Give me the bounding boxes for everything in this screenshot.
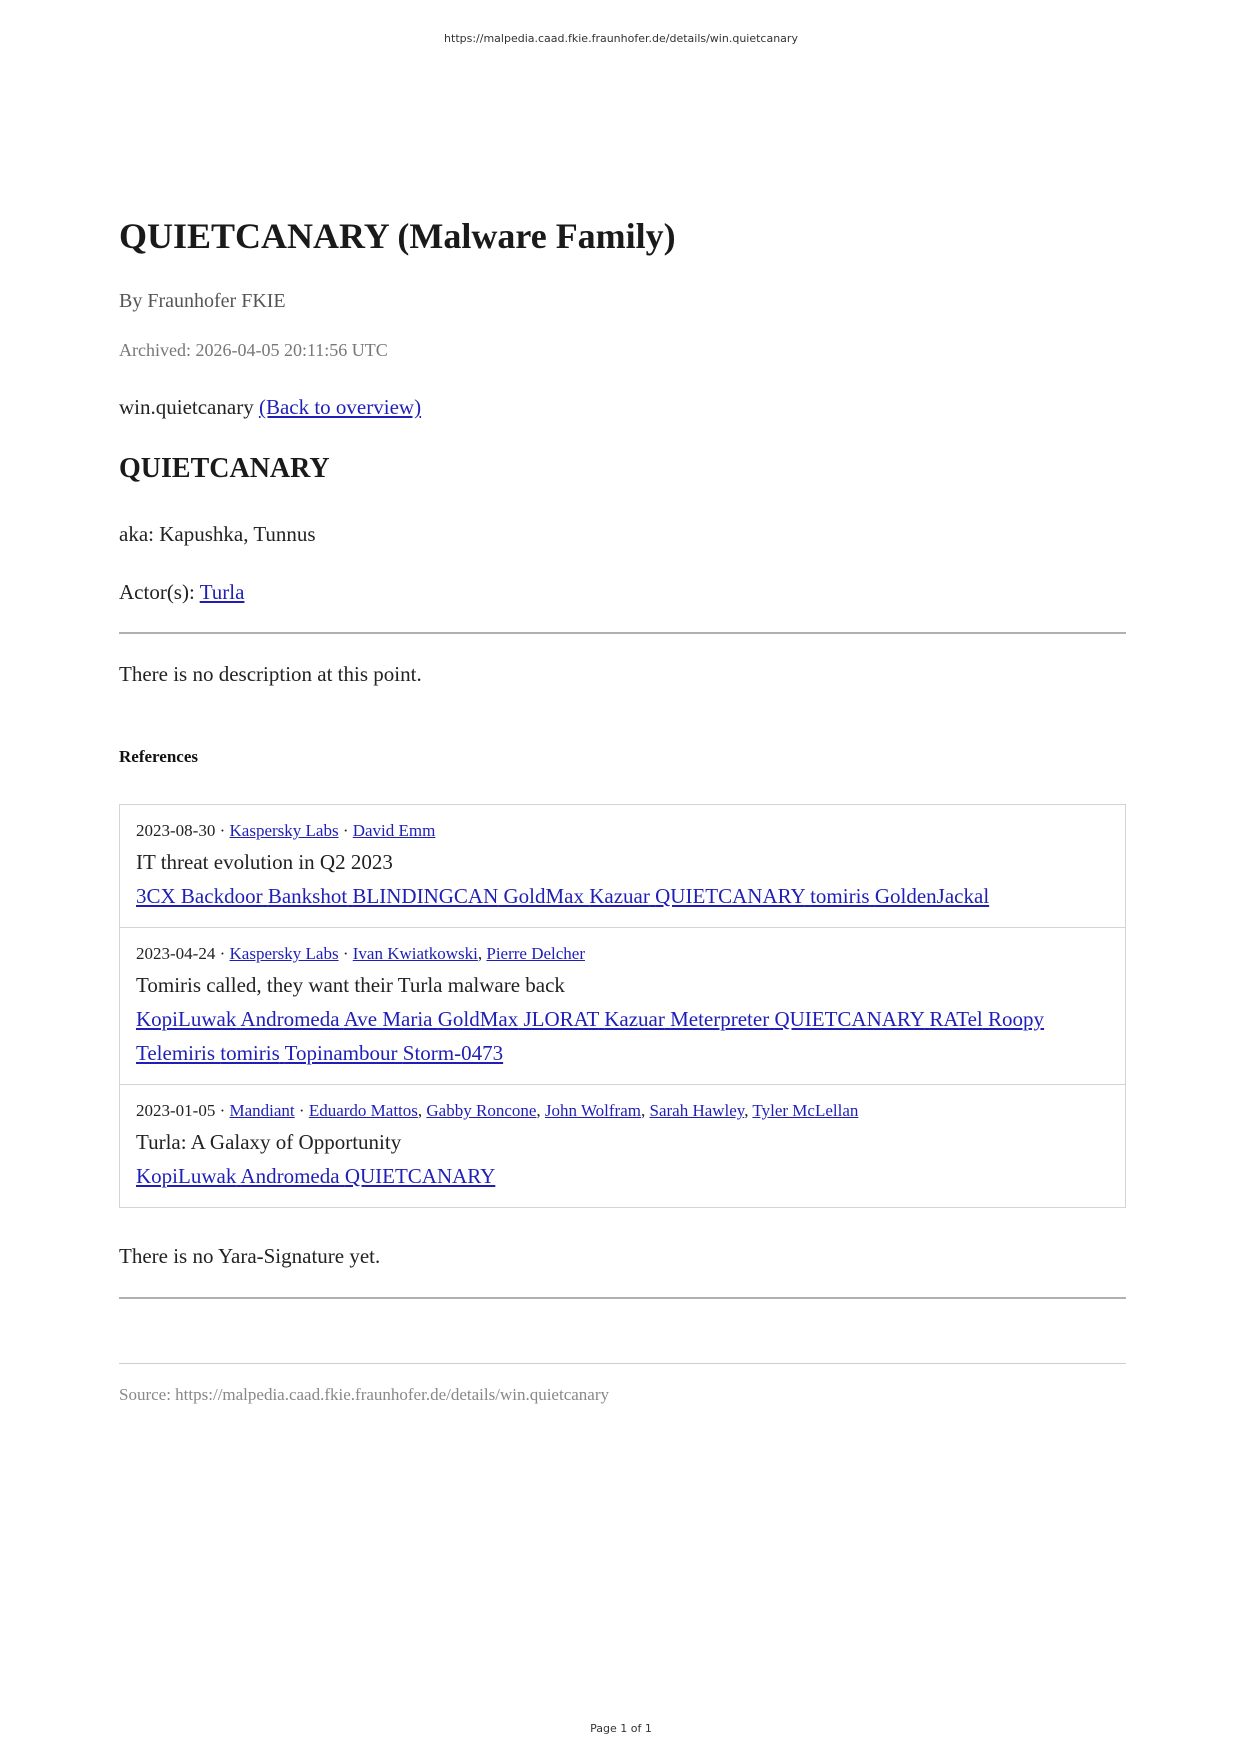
- reference-item: [120, 928, 1125, 1085]
- malware-tag-link[interactable]: Andromeda: [240, 1007, 340, 1031]
- reference-author-link[interactable]: Pierre Delcher: [486, 944, 585, 963]
- aka-line: aka: Kapushka, Tunnus: [119, 522, 316, 546]
- malware-tag-link[interactable]: Topinambour: [284, 1041, 398, 1065]
- malware-tag-link[interactable]: RATel: [929, 1007, 983, 1031]
- divider: [119, 1363, 1126, 1364]
- reference-org-link[interactable]: Kaspersky Labs: [229, 944, 339, 963]
- reference-meta: 2023-01-05 · Mandiant · Eduardo Mattos, Gabby Roncone, John Wolfram, Sarah Hawley, Tyler McLellan: [136, 1101, 859, 1120]
- reference-author-link[interactable]: Ivan Kwiatkowski: [352, 944, 478, 963]
- page-number: Page 1 of 1: [590, 1722, 652, 1735]
- malware-tag-link[interactable]: QUIETCANARY: [655, 884, 805, 908]
- archived-timestamp: Archived: 2026-04-05 20:11:56 UTC: [119, 340, 388, 360]
- malware-tag-link[interactable]: GoldMax: [503, 884, 584, 908]
- reference-author-link[interactable]: John Wolfram: [544, 1101, 641, 1120]
- family-id: win.quietcanary: [119, 395, 254, 419]
- family-id-line: [119, 393, 421, 421]
- actors-label: Actor(s):: [119, 580, 195, 604]
- family-heading: QUIETCANARY: [119, 453, 330, 484]
- malware-tag-link[interactable]: Telemiris: [136, 1041, 216, 1065]
- reference-meta: 2023-04-24 · Kaspersky Labs · Ivan Kwiatkowski, Pierre Delcher: [136, 944, 585, 963]
- references-list: [119, 804, 1126, 1208]
- malware-tag-link[interactable]: GoldMax: [437, 1007, 519, 1031]
- reference-title: IT threat evolution in Q2 2023: [136, 850, 393, 874]
- actors-line: [119, 578, 244, 606]
- malware-tag-link[interactable]: Roopy: [988, 1007, 1045, 1031]
- malware-tag-link[interactable]: Kazuar: [589, 884, 650, 908]
- actor-link-turla[interactable]: Turla: [199, 580, 245, 604]
- malware-tag-link[interactable]: QUIETCANARY: [774, 1007, 925, 1031]
- malware-tag-link[interactable]: Kazuar: [604, 1007, 665, 1031]
- malware-tag-link[interactable]: KopiLuwak: [136, 1007, 237, 1031]
- byline: By Fraunhofer FKIE: [119, 290, 286, 312]
- description: There is no description at this point.: [119, 662, 422, 686]
- reference-org-link[interactable]: Kaspersky Labs: [229, 821, 339, 840]
- malware-tag-link[interactable]: 3CX Backdoor: [136, 884, 263, 908]
- reference-meta: 2023-08-30 · Kaspersky Labs · David Emm: [136, 821, 436, 840]
- reference-date: 2023-04-24: [136, 944, 216, 963]
- reference-item: [120, 805, 1125, 928]
- malware-tag-link[interactable]: tomiris: [810, 884, 870, 908]
- reference-item: [120, 1085, 1125, 1207]
- references-heading: References: [119, 747, 198, 766]
- reference-date: 2023-01-05: [136, 1101, 216, 1120]
- page-title: QUIETCANARY (Malware Family): [119, 216, 676, 256]
- reference-author-link[interactable]: Eduardo Mattos: [308, 1101, 418, 1120]
- back-to-overview-link[interactable]: (Back to overview): [258, 395, 422, 419]
- reference-tags: [136, 1159, 1109, 1193]
- malware-tag-link[interactable]: Meterpreter: [670, 1007, 770, 1031]
- malware-tag-link[interactable]: KopiLuwak: [136, 1164, 237, 1188]
- divider: [119, 1297, 1126, 1299]
- malware-tag-link[interactable]: Ave Maria: [343, 1007, 433, 1031]
- reference-author-link[interactable]: David Emm: [352, 821, 436, 840]
- malware-tag-link[interactable]: Andromeda: [240, 1164, 340, 1188]
- malware-tag-link[interactable]: tomiris: [220, 1041, 280, 1065]
- reference-author-link[interactable]: Sarah Hawley: [649, 1101, 745, 1120]
- reference-author-link[interactable]: Gabby Roncone: [426, 1101, 537, 1120]
- reference-tags: [136, 879, 1109, 913]
- reference-date: 2023-08-30: [136, 821, 216, 840]
- reference-title: Tomiris called, they want their Turla malware back: [136, 973, 565, 997]
- malware-tag-link[interactable]: Bankshot: [267, 884, 348, 908]
- malware-tag-link[interactable]: Storm-0473: [402, 1041, 504, 1065]
- divider: [119, 632, 1126, 634]
- reference-title: Turla: A Galaxy of Opportunity: [136, 1130, 402, 1154]
- print-header-url: https://malpedia.caad.fkie.fraunhofer.de/details/win.quietcanary: [444, 32, 798, 45]
- malware-tag-link[interactable]: BLINDINGCAN: [352, 884, 499, 908]
- yara-status: There is no Yara-Signature yet.: [119, 1244, 381, 1268]
- reference-tags: [136, 1002, 1109, 1070]
- malware-tag-link[interactable]: JLORAT: [523, 1007, 599, 1031]
- malware-tag-link[interactable]: QUIETCANARY: [344, 1164, 496, 1188]
- reference-org-link[interactable]: Mandiant: [229, 1101, 295, 1120]
- reference-author-link[interactable]: Tyler McLellan: [752, 1101, 859, 1120]
- malware-tag-link[interactable]: GoldenJackal: [874, 884, 990, 908]
- source-line: Source: https://malpedia.caad.fkie.fraunhofer.de/details/win.quietcanary: [119, 1385, 609, 1404]
